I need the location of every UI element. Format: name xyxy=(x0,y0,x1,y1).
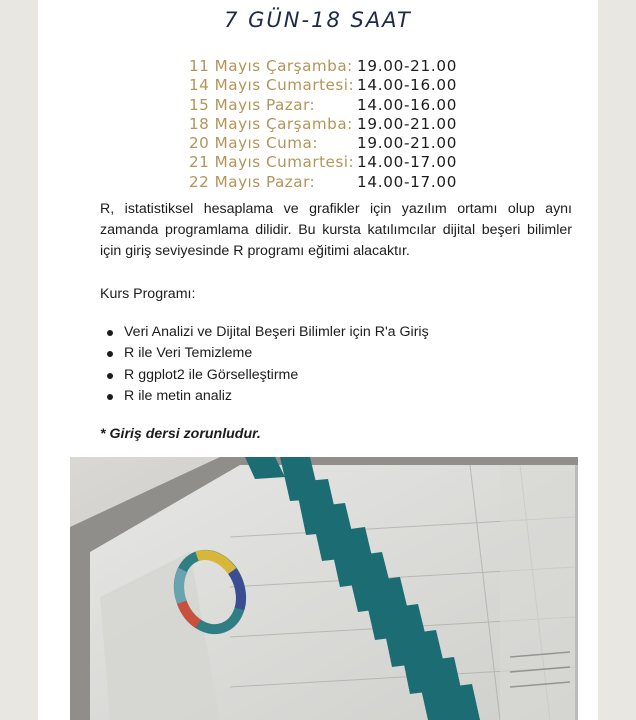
list-item-label: Veri Analizi ve Dijital Beşeri Bilimler için R'a Giriş xyxy=(124,324,429,340)
bullet-icon xyxy=(107,394,113,400)
mandatory-note: * Giriş dersi zorunludur. xyxy=(100,426,261,442)
bullet-icon xyxy=(107,330,113,336)
schedule-day: 18 Mayıs Çarşamba: xyxy=(189,114,353,133)
schedule-time: 14.00-17.00 xyxy=(357,153,458,172)
schedule-time: 19.00-21.00 xyxy=(357,114,458,133)
schedule-day: 11 Mayıs Çarşamba: xyxy=(189,57,353,75)
schedule-time: 14.00-16.00 xyxy=(357,76,458,95)
schedule-row xyxy=(189,115,457,134)
duration-title: 7 GÜN-18 SAAT xyxy=(224,8,412,32)
schedule-time: 19.00-21.00 xyxy=(357,57,458,75)
bullet-icon xyxy=(107,351,113,357)
course-description: R, istatistiksel hesaplama ve grafikler için yazılım ortamı olup aynı zamanda programlama dilidir. Bu kursta katılımcılar dijital beşeri bilimler için giriş seviyesinde R programı eğitimi alacaktır. xyxy=(100,201,572,259)
list-item xyxy=(100,365,429,386)
laptop-chart-photo xyxy=(70,457,578,720)
list-item xyxy=(100,343,429,364)
schedule-row xyxy=(189,153,457,172)
flyer-page xyxy=(38,0,598,720)
schedule-day: 20 Mayıs Cuma: xyxy=(189,134,318,153)
list-item-label: R ile Veri Temizleme xyxy=(124,345,253,362)
schedule-time: 19.00-21.00 xyxy=(357,134,458,153)
bullet-icon xyxy=(107,373,113,379)
schedule-row xyxy=(189,96,457,115)
list-item-label: R ggplot2 ile Görselleştirme xyxy=(124,366,299,383)
course-program-list xyxy=(100,322,429,407)
schedule-row xyxy=(189,134,457,153)
schedule-time: 14.00-16.00 xyxy=(357,95,458,114)
laptop-screen-illustration xyxy=(70,457,578,720)
schedule-row xyxy=(189,57,457,76)
schedule-row xyxy=(189,76,457,95)
schedule-day: 22 Mayıs Pazar: xyxy=(189,172,316,191)
list-item-label: R ile metin analiz xyxy=(124,387,233,404)
schedule-row xyxy=(189,173,457,192)
course-program-heading: Kurs Programı: xyxy=(100,286,196,302)
schedule-day: 15 Mayıs Pazar: xyxy=(189,95,316,114)
schedule-day: 14 Mayıs Cumartesi: xyxy=(189,76,355,95)
schedule-day: 21 Mayıs Cumartesi: xyxy=(189,153,355,172)
schedule-list xyxy=(189,57,457,192)
schedule-time: 14.00-17.00 xyxy=(357,172,458,191)
list-item xyxy=(100,322,429,343)
list-item xyxy=(100,386,429,407)
